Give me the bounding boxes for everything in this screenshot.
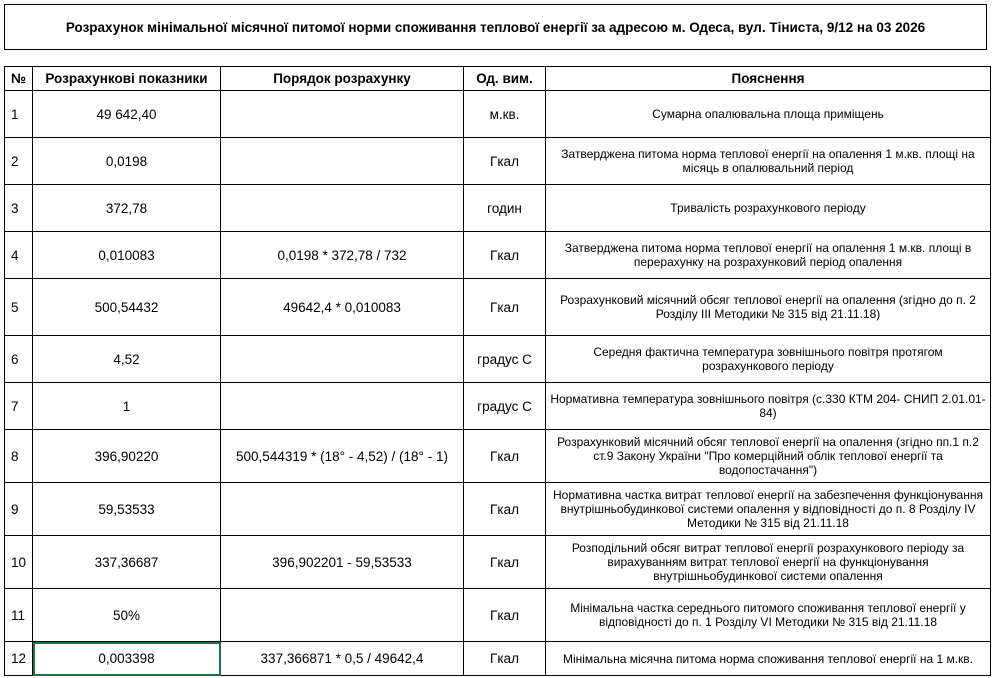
row-num-cell[interactable]: 10 [5, 536, 33, 589]
unit-cell[interactable]: градус С [464, 383, 546, 430]
note-cell[interactable]: Мінімальна місячна питома норма споживання теплової енергії на 1 м.кв. [546, 642, 991, 676]
calc-cell[interactable] [221, 483, 464, 536]
calc-cell[interactable] [221, 336, 464, 383]
table-row [5, 383, 991, 430]
header-calc[interactable]: Порядок розрахунку [221, 67, 464, 91]
calc-cell[interactable] [221, 383, 464, 430]
note-cell[interactable]: Сумарна опалювальна площа приміщень [546, 91, 991, 138]
calc-cell[interactable] [221, 589, 464, 642]
note-cell[interactable]: Затверджена питома норма теплової енергії на опалення 1 м.кв. площі в перерахунку на розрахунковий період опалення [546, 232, 991, 279]
calc-cell[interactable] [221, 138, 464, 185]
calc-cell[interactable]: 337,366871 * 0,5 / 49642,4 [221, 642, 464, 676]
row-num-cell[interactable]: 9 [5, 483, 33, 536]
row-num-cell[interactable]: 1 [5, 91, 33, 138]
calculation-table [4, 66, 991, 676]
value-cell[interactable]: 59,53533 [33, 483, 221, 536]
unit-cell[interactable]: Гкал [464, 483, 546, 536]
value-cell[interactable]: 49 642,40 [33, 91, 221, 138]
note-cell[interactable]: Тривалість розрахункового періоду [546, 185, 991, 232]
unit-cell[interactable]: Гкал [464, 642, 546, 676]
value-cell[interactable]: 0,0198 [33, 138, 221, 185]
note-cell[interactable]: Затверджена питома норма теплової енергії на опалення 1 м.кв. площі на місяць в опалювальний період [546, 138, 991, 185]
table-row [5, 430, 991, 483]
header-value[interactable]: Розрахункові показники [33, 67, 221, 91]
unit-cell[interactable]: градус С [464, 336, 546, 383]
calc-cell[interactable]: 396,902201 - 59,53533 [221, 536, 464, 589]
note-cell[interactable]: Мінімальна частка середнього питомого споживання теплової енергії у відповідності до п. 1 Розділу VІ Методики № 315 від 21.11.18 [546, 589, 991, 642]
header-unit[interactable]: Од. вим. [464, 67, 546, 91]
header-row [5, 67, 991, 91]
report-title: Розрахунок мінімальної місячної питомої норми споживання теплової енергії за адресою м. Одеса, вул. Тіниста, 9/12 на 03 2026 [4, 4, 987, 50]
row-num-cell[interactable]: 3 [5, 185, 33, 232]
unit-cell[interactable]: Гкал [464, 430, 546, 483]
value-cell[interactable]: 0,010083 [33, 232, 221, 279]
calc-cell[interactable]: 500,544319 * (18° - 4,52) / (18° - 1) [221, 430, 464, 483]
table-row [5, 642, 991, 676]
unit-cell[interactable]: Гкал [464, 536, 546, 589]
table-row [5, 483, 991, 536]
row-num-cell[interactable]: 7 [5, 383, 33, 430]
unit-cell[interactable]: Гкал [464, 232, 546, 279]
header-num[interactable]: № [5, 67, 33, 91]
note-cell[interactable]: Розрахунковий місячний обсяг теплової енергії на опалення (згідно до п. 2 Розділу ІІІ Методики № 315 від 21.11.18) [546, 279, 991, 336]
value-cell[interactable]: 396,90220 [33, 430, 221, 483]
note-cell[interactable]: Розподільний обсяг витрат теплової енергії розрахункового періоду за вирахуванням витрат теплової енергії на функціонування внутрішньобудинкової системи опалення [546, 536, 991, 589]
table-row [5, 91, 991, 138]
table-row [5, 536, 991, 589]
calc-cell[interactable]: 49642,4 * 0,010083 [221, 279, 464, 336]
note-cell[interactable]: Нормативна частка витрат теплової енергії на забезпечення функціонування внутрішньобудинкової системи опалення у відповідності до п. 8 Розділу ІV Методики № 315 від 21.11.18 [546, 483, 991, 536]
calc-cell[interactable] [221, 185, 464, 232]
row-num-cell[interactable]: 8 [5, 430, 33, 483]
table-row [5, 589, 991, 642]
value-cell-selected[interactable]: 0,003398 [33, 642, 221, 676]
unit-cell[interactable]: м.кв. [464, 91, 546, 138]
header-note[interactable]: Пояснення [546, 67, 991, 91]
unit-cell[interactable]: Гкал [464, 589, 546, 642]
note-cell[interactable]: Середня фактична температура зовнішнього повітря протягом розрахункового періоду [546, 336, 991, 383]
row-num-cell[interactable]: 4 [5, 232, 33, 279]
table-row [5, 185, 991, 232]
note-cell[interactable]: Розрахунковий місячний обсяг теплової енергії на опалення (згідно пп.1 п.2 ст.9 Закону України "Про комерційний облік теплової енергії та водопостачання") [546, 430, 991, 483]
value-cell[interactable]: 337,36687 [33, 536, 221, 589]
table-row [5, 232, 991, 279]
calc-cell[interactable]: 0,0198 * 372,78 / 732 [221, 232, 464, 279]
row-num-cell[interactable]: 11 [5, 589, 33, 642]
table-row [5, 336, 991, 383]
row-num-cell[interactable]: 5 [5, 279, 33, 336]
row-num-cell[interactable]: 2 [5, 138, 33, 185]
value-cell[interactable]: 50% [33, 589, 221, 642]
table-row [5, 279, 991, 336]
unit-cell[interactable]: Гкал [464, 279, 546, 336]
row-num-cell[interactable]: 12 [5, 642, 33, 676]
table-row [5, 138, 991, 185]
value-cell[interactable]: 372,78 [33, 185, 221, 232]
calc-cell[interactable] [221, 91, 464, 138]
note-cell[interactable]: Нормативна температура зовнішнього повітря (с.330 КТМ 204- СНИП 2.01.01-84) [546, 383, 991, 430]
value-cell[interactable]: 500,54432 [33, 279, 221, 336]
value-cell[interactable]: 4,52 [33, 336, 221, 383]
unit-cell[interactable]: Гкал [464, 138, 546, 185]
value-cell[interactable]: 1 [33, 383, 221, 430]
row-num-cell[interactable]: 6 [5, 336, 33, 383]
unit-cell[interactable]: годин [464, 185, 546, 232]
